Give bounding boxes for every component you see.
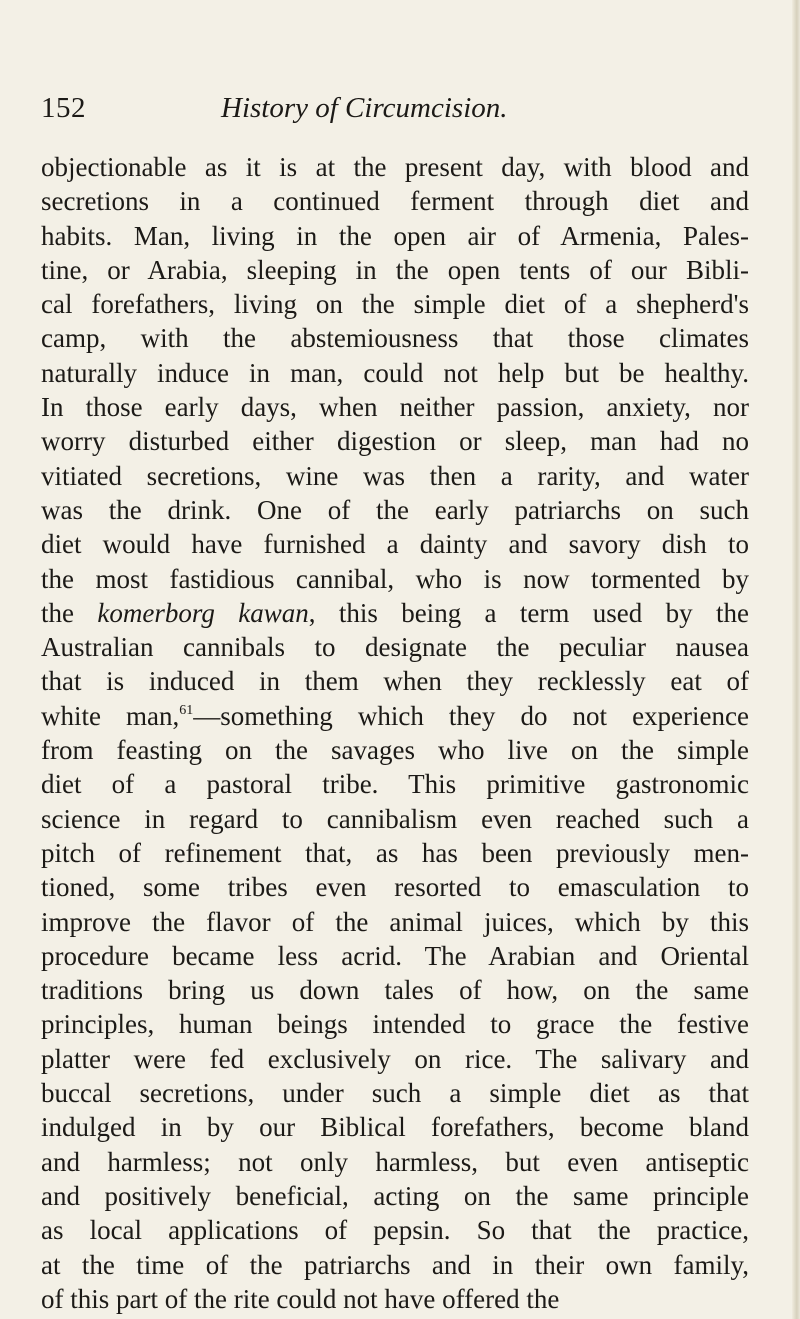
line-start: white man, (41, 700, 180, 731)
page-header (41, 92, 761, 132)
text-line: at the time of the patriarchs and in their own family, (41, 1249, 749, 1280)
text-line: naturally induce in man, could not help but be healthy. (41, 357, 749, 388)
text-line: improve the flavor of the animal juices, which by this (41, 906, 749, 937)
text-line: procedure became less acrid. The Arabian and Oriental (41, 940, 749, 971)
line-start: the (41, 597, 98, 628)
text-line: that is induced in them when they recklessly eat of (41, 666, 749, 697)
italic-term: komerborg kawan (97, 597, 309, 628)
text-line: from feasting on the savages who live on the simple (41, 735, 749, 766)
text-line: traditions bring us down tales of how, on the same (41, 975, 749, 1006)
text-line-with-italic-term (41, 596, 749, 630)
text-line: and harmless; not only harmless, but even antiseptic (41, 1146, 749, 1177)
text-line: Australian cannibals to designate the peculiar nausea (41, 632, 749, 663)
text-line: as local applications of pepsin. So that the practice, (41, 1215, 749, 1246)
text-line: vitiated secretions, wine was then a rarity, and water (41, 460, 749, 491)
text-line: of this part of the rite could not have offered the (41, 1283, 560, 1314)
footnote-reference: 61 (179, 702, 194, 718)
body-text (41, 150, 749, 1316)
text-line: camp, with the abstemiousness that those climates (41, 323, 749, 354)
page-edge-shadow (792, 0, 800, 1319)
text-line: science in regard to cannibalism even reached such a (41, 803, 749, 834)
text-line: diet of a pastoral tribe. This primitive gastronomic (41, 769, 749, 800)
text-line: tine, or Arabia, sleeping in the open tents of our Bibli- (41, 254, 749, 285)
text-line: principles, human beings intended to grace the festive (41, 1009, 749, 1040)
text-line: tioned, some tribes even resorted to emasculation to (41, 872, 749, 903)
text-line: buccal secretions, under such a simple diet as that (41, 1078, 749, 1109)
text-line: worry disturbed either digestion or sleep, man had no (41, 426, 749, 457)
text-line: pitch of refinement that, as has been previously men- (41, 837, 749, 868)
text-line: objectionable as it is at the present day, with blood and (41, 152, 749, 182)
text-line: and positively beneficial, acting on the same principle (41, 1180, 749, 1211)
line-end: —something which they do not experience (193, 700, 749, 731)
text-line: was the drink. One of the early patriarchs on such (41, 494, 749, 525)
text-line: indulged in by our Biblical forefathers, become bland (41, 1112, 749, 1143)
running-head: History of Circumcision. (221, 92, 508, 124)
text-line: In those early days, when neither passion, anxiety, nor (41, 392, 749, 423)
text-line: cal forefathers, living on the simple diet of a shepherd's (41, 289, 749, 320)
text-line-with-footnote (41, 699, 749, 733)
text-line: platter were fed exclusively on rice. The salivary and (41, 1043, 749, 1074)
page-number: 152 (41, 92, 86, 124)
line-end: , this being a term used by the (308, 597, 749, 628)
text-line: the most fastidious cannibal, who is now tormented by (41, 563, 749, 594)
text-line: diet would have furnished a dainty and savory dish to (41, 529, 749, 560)
text-line: habits. Man, living in the open air of Armenia, Pales- (41, 220, 749, 251)
text-line: secretions in a continued ferment through diet and (41, 186, 749, 217)
